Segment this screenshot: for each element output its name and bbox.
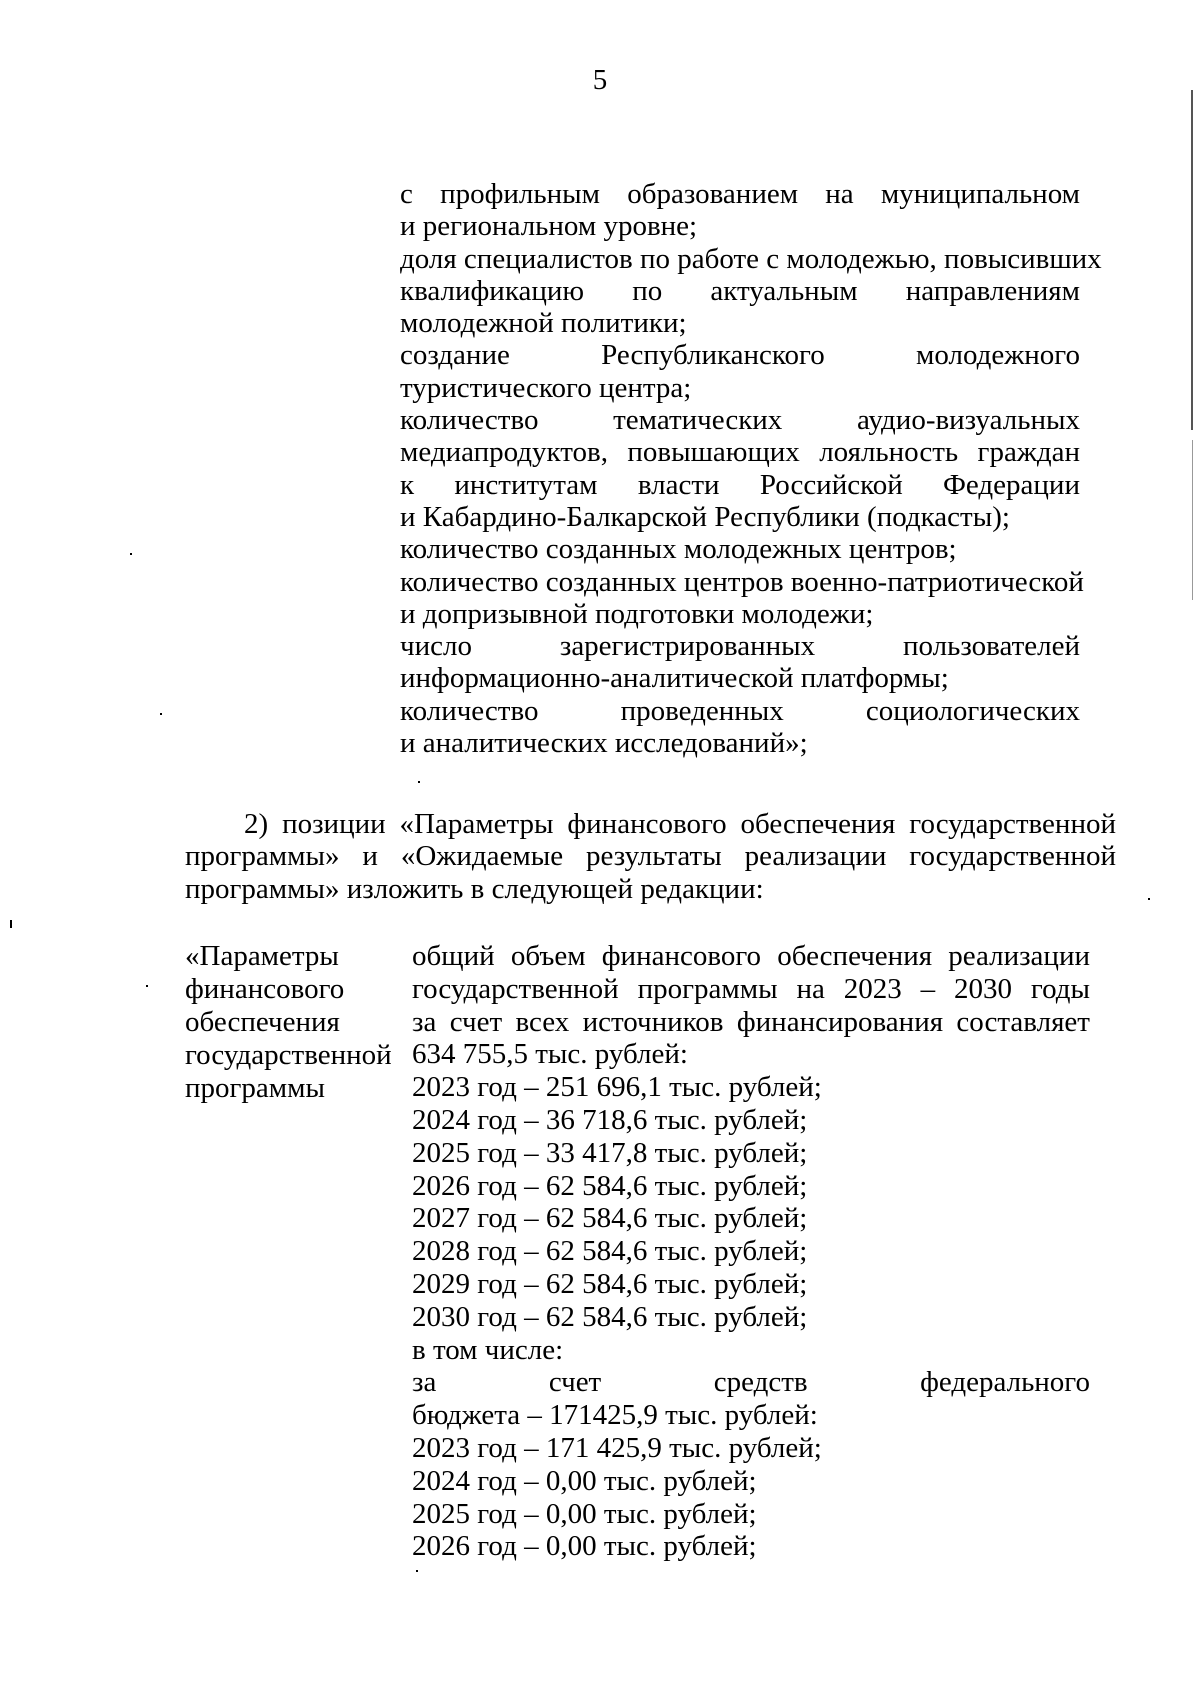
text-line: за счет всех источников финансирования составляет — [412, 1005, 1090, 1038]
text-line: программы» и «Ожидаемые результаты реализации государственной — [185, 840, 1116, 873]
text-line: 2023 год – 171 425,9 тыс. рублей; — [412, 1431, 822, 1464]
page-number: 5 — [592, 64, 608, 96]
text-line: 2026 год – 0,00 тыс. рублей; — [412, 1530, 757, 1563]
text-line: 2029 год – 62 584,6 тыс. рублей; — [412, 1267, 808, 1300]
scan-speck — [146, 985, 148, 987]
text-line: число зарегистрированных пользователей — [400, 630, 1080, 663]
text-line: квалификацию по актуальным направлениям — [400, 274, 1080, 307]
text-line: и аналитических исследований»; — [400, 727, 808, 760]
scan-edge-line — [1191, 90, 1193, 430]
text-line: к институтам власти Российской Федерации — [400, 468, 1080, 501]
text-line: программы» изложить в следующей редакции: — [185, 872, 764, 905]
text-line: 2025 год – 33 417,8 тыс. рублей; — [412, 1136, 808, 1169]
parameters-body — [412, 940, 1090, 1563]
scan-edge-line — [1192, 440, 1193, 600]
text-line: 2026 год – 62 584,6 тыс. рублей; — [412, 1169, 808, 1202]
scan-speck — [418, 781, 420, 783]
text-line: 2027 год – 62 584,6 тыс. рублей; — [412, 1202, 808, 1235]
scan-speck — [130, 553, 132, 555]
text-line: количество созданных центров военно-патриотической — [400, 565, 1084, 598]
text-line: и Кабардино-Балкарской Республики (подкасты); — [400, 500, 1010, 533]
scan-speck — [1148, 898, 1150, 900]
text-line: с профильным образованием на муниципальном — [400, 178, 1080, 210]
text-line: количество созданных молодежных центров; — [400, 533, 957, 566]
text-line: 2024 год – 36 718,6 тыс. рублей; — [412, 1103, 808, 1136]
text-line: медиапродуктов, повышающих лояльность граждан — [400, 436, 1080, 469]
parameters-label — [185, 940, 395, 1105]
scan-speck — [10, 920, 12, 928]
text-line: количество проведенных социологических — [400, 694, 1080, 727]
label-line: программы — [185, 1072, 325, 1104]
text-line: в том числе: — [412, 1333, 564, 1366]
label-line: государственной — [185, 1039, 392, 1071]
text-line: и допризывной подготовки молодежи; — [400, 597, 874, 630]
label-line: финансового — [185, 973, 345, 1005]
text-line: туристического центра; — [400, 371, 692, 404]
text-line: 2023 год – 251 696,1 тыс. рублей; — [412, 1071, 822, 1104]
label-line: обеспечения — [185, 1006, 340, 1038]
text-line: 2) позиции «Параметры финансового обеспечения государственной — [244, 808, 1116, 840]
text-line: информационно-аналитической платформы; — [400, 662, 949, 695]
text-line: и региональном уровне; — [400, 210, 698, 243]
text-line: количество тематических аудио-визуальных — [400, 404, 1080, 437]
scan-speck — [160, 713, 162, 715]
text-line: 2024 год – 0,00 тыс. рублей; — [412, 1464, 757, 1497]
text-line: 2025 год – 0,00 тыс. рублей; — [412, 1497, 757, 1530]
text-line: бюджета – 171425,9 тыс. рублей: — [412, 1399, 818, 1432]
text-line: государственной программы на 2023 – 2030 годы — [412, 972, 1090, 1005]
text-line: доля специалистов по работе с молодежью, повысивших — [400, 242, 1102, 275]
text-line: за счет средств федерального — [412, 1366, 1090, 1399]
text-line: 634 755,5 тыс. рублей: — [412, 1038, 688, 1071]
text-line: молодежной политики; — [400, 307, 687, 340]
amendment-paragraph — [185, 808, 1116, 905]
indicators-continuation — [400, 178, 1102, 760]
text-line: 2030 год – 62 584,6 тыс. рублей; — [412, 1300, 808, 1333]
scan-speck — [416, 1570, 418, 1572]
text-line: общий объем финансового обеспечения реализации — [412, 940, 1090, 972]
text-line: создание Республиканского молодежного — [400, 339, 1080, 372]
text-line: 2028 год – 62 584,6 тыс. рублей; — [412, 1235, 808, 1268]
label-line: «Параметры — [185, 940, 339, 972]
